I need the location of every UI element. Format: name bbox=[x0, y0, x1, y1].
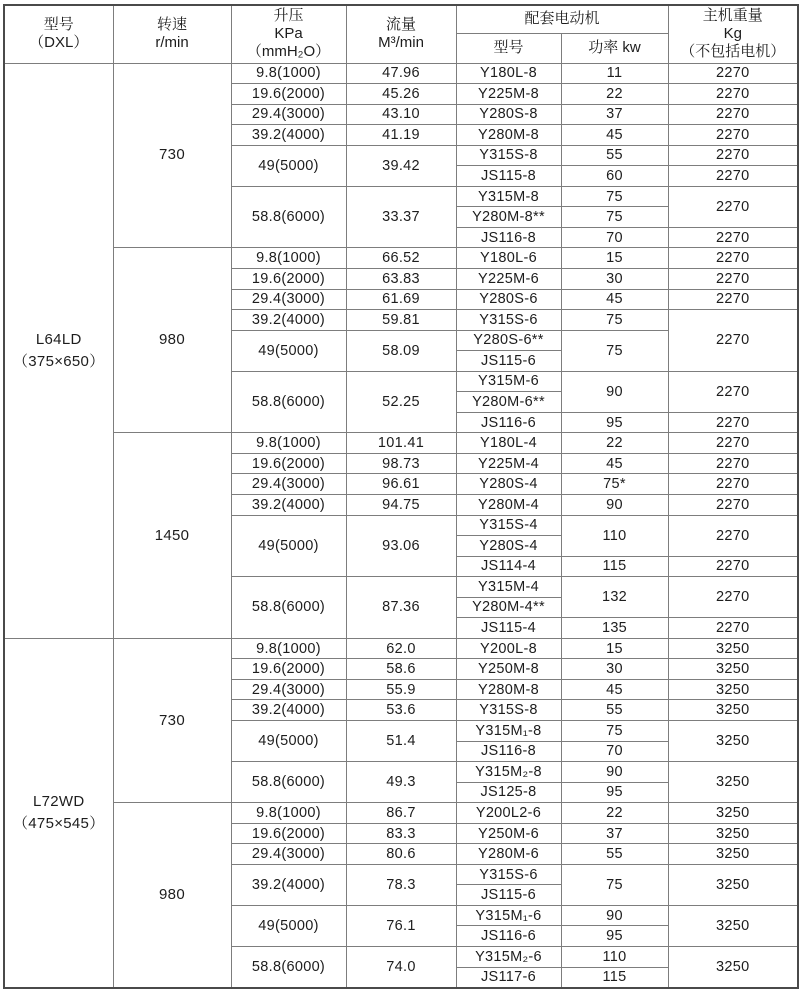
pressure-cell: 19.6(2000) bbox=[231, 823, 346, 844]
motor-model-cell: JS114-4 bbox=[456, 556, 561, 577]
header-model-line1: 型号 bbox=[43, 16, 74, 34]
motor-power-cell: 90 bbox=[561, 494, 668, 515]
table-row bbox=[4, 63, 798, 84]
flow-cell: 55.9 bbox=[346, 679, 456, 700]
motor-power-cell: 22 bbox=[561, 84, 668, 105]
motor-power-cell: 30 bbox=[561, 268, 668, 289]
motor-model-cell: JS115-8 bbox=[456, 166, 561, 187]
motor-power-cell: 115 bbox=[561, 556, 668, 577]
motor-power-cell: 75* bbox=[561, 474, 668, 495]
motor-power-cell: 90 bbox=[561, 762, 668, 783]
pressure-cell: 9.8(1000) bbox=[231, 638, 346, 659]
motor-model-cell: JS115-6 bbox=[456, 885, 561, 906]
header-motor-group: 配套电动机 bbox=[456, 5, 668, 33]
pressure-cell: 58.8(6000) bbox=[231, 577, 346, 639]
motor-power-cell: 75 bbox=[561, 207, 668, 228]
model-cell-line: L72WD bbox=[32, 792, 85, 810]
table-row bbox=[4, 638, 798, 659]
motor-model-cell: Y225M-8 bbox=[456, 84, 561, 105]
flow-cell: 45.26 bbox=[346, 84, 456, 105]
motor-power-cell: 11 bbox=[561, 63, 668, 84]
weight-cell: 3250 bbox=[668, 803, 798, 824]
pressure-cell: 49(5000) bbox=[231, 330, 346, 371]
flow-cell: 66.52 bbox=[346, 248, 456, 269]
weight-cell: 3250 bbox=[668, 844, 798, 865]
motor-model-cell: Y315S-6 bbox=[456, 864, 561, 885]
pressure-cell: 58.8(6000) bbox=[231, 762, 346, 803]
flow-cell: 49.3 bbox=[346, 762, 456, 803]
motor-model-cell: Y315S-8 bbox=[456, 145, 561, 166]
motor-model-cell: Y250M-6 bbox=[456, 823, 561, 844]
motor-model-cell: JS125-8 bbox=[456, 782, 561, 803]
motor-model-cell: Y315S-8 bbox=[456, 700, 561, 721]
header-motor-model: 型号 bbox=[456, 33, 561, 63]
motor-power-cell: 75 bbox=[561, 864, 668, 905]
pressure-cell: 19.6(2000) bbox=[231, 659, 346, 680]
header-speed bbox=[113, 5, 231, 63]
motor-power-cell: 45 bbox=[561, 125, 668, 146]
flow-cell: 59.81 bbox=[346, 310, 456, 331]
weight-cell: 2270 bbox=[668, 84, 798, 105]
pressure-cell: 19.6(2000) bbox=[231, 84, 346, 105]
pressure-cell: 9.8(1000) bbox=[231, 248, 346, 269]
motor-model-cell: Y280S-4 bbox=[456, 474, 561, 495]
table-header bbox=[4, 5, 798, 63]
pressure-cell: 29.4(3000) bbox=[231, 104, 346, 125]
motor-model-cell: Y280M-8 bbox=[456, 125, 561, 146]
weight-cell: 2270 bbox=[668, 515, 798, 556]
motor-model-cell: JS116-8 bbox=[456, 741, 561, 762]
motor-model-cell: Y315S-4 bbox=[456, 515, 561, 536]
header-pressure-line3: （mmH₂O） bbox=[246, 43, 331, 61]
weight-cell: 3250 bbox=[668, 679, 798, 700]
flow-cell: 33.37 bbox=[346, 186, 456, 248]
flow-cell: 80.6 bbox=[346, 844, 456, 865]
speed-cell: 980 bbox=[113, 248, 231, 433]
header-pressure-line2: KPa bbox=[274, 25, 303, 43]
weight-cell: 3250 bbox=[668, 659, 798, 680]
weight-cell: 3250 bbox=[668, 762, 798, 803]
header-weight-line2: Kg bbox=[723, 25, 742, 43]
header-pressure bbox=[231, 5, 346, 63]
weight-cell: 2270 bbox=[668, 618, 798, 639]
motor-model-cell: Y180L-6 bbox=[456, 248, 561, 269]
weight-cell: 2270 bbox=[668, 268, 798, 289]
motor-model-cell: Y315S-6 bbox=[456, 310, 561, 331]
motor-model-cell: JS117-6 bbox=[456, 967, 561, 988]
weight-cell: 2270 bbox=[668, 412, 798, 433]
model-cell bbox=[4, 638, 113, 987]
weight-cell: 2270 bbox=[668, 166, 798, 187]
motor-model-cell: Y225M-6 bbox=[456, 268, 561, 289]
flow-cell: 98.73 bbox=[346, 453, 456, 474]
header-weight-line3: （不包括电机） bbox=[680, 43, 786, 61]
weight-cell: 3250 bbox=[668, 864, 798, 905]
motor-model-cell: JS115-4 bbox=[456, 618, 561, 639]
motor-power-cell: 90 bbox=[561, 371, 668, 412]
pressure-cell: 49(5000) bbox=[231, 721, 346, 762]
weight-cell: 2270 bbox=[668, 125, 798, 146]
header-model bbox=[4, 5, 113, 63]
motor-model-cell: Y280M-6** bbox=[456, 392, 561, 413]
header-flow bbox=[346, 5, 456, 63]
pressure-cell: 19.6(2000) bbox=[231, 453, 346, 474]
weight-cell: 2270 bbox=[668, 453, 798, 474]
motor-model-cell: Y280M-8** bbox=[456, 207, 561, 228]
weight-cell: 2270 bbox=[668, 227, 798, 248]
weight-cell: 2270 bbox=[668, 474, 798, 495]
flow-cell: 39.42 bbox=[346, 145, 456, 186]
header-motor-power: 功率 kw bbox=[561, 33, 668, 63]
motor-power-cell: 132 bbox=[561, 577, 668, 618]
motor-model-cell: Y315M-8 bbox=[456, 186, 561, 207]
motor-power-cell: 45 bbox=[561, 679, 668, 700]
weight-cell: 2270 bbox=[668, 248, 798, 269]
pressure-cell: 9.8(1000) bbox=[231, 803, 346, 824]
motor-model-cell: Y180L-4 bbox=[456, 433, 561, 454]
model-cell bbox=[4, 63, 113, 638]
flow-cell: 62.0 bbox=[346, 638, 456, 659]
flow-cell: 41.19 bbox=[346, 125, 456, 146]
motor-power-cell: 55 bbox=[561, 844, 668, 865]
flow-cell: 58.09 bbox=[346, 330, 456, 371]
pressure-cell: 39.2(4000) bbox=[231, 310, 346, 331]
motor-power-cell: 70 bbox=[561, 741, 668, 762]
motor-power-cell: 110 bbox=[561, 947, 668, 968]
motor-power-cell: 45 bbox=[561, 453, 668, 474]
motor-power-cell: 55 bbox=[561, 700, 668, 721]
motor-power-cell: 135 bbox=[561, 618, 668, 639]
model-cell-line: （375×650） bbox=[12, 352, 105, 370]
flow-cell: 94.75 bbox=[346, 494, 456, 515]
weight-cell: 2270 bbox=[668, 371, 798, 412]
table-row bbox=[4, 433, 798, 454]
weight-cell: 3250 bbox=[668, 700, 798, 721]
flow-cell: 52.25 bbox=[346, 371, 456, 433]
motor-model-cell: JS116-8 bbox=[456, 227, 561, 248]
weight-cell: 3250 bbox=[668, 947, 798, 988]
speed-cell: 980 bbox=[113, 803, 231, 988]
motor-model-cell: Y315M₁-8 bbox=[456, 721, 561, 742]
pressure-cell: 49(5000) bbox=[231, 515, 346, 577]
motor-power-cell: 75 bbox=[561, 330, 668, 371]
weight-cell: 2270 bbox=[668, 186, 798, 227]
motor-model-cell: Y315M-4 bbox=[456, 577, 561, 598]
motor-model-cell: Y200L2-6 bbox=[456, 803, 561, 824]
motor-model-cell: JS116-6 bbox=[456, 926, 561, 947]
motor-power-cell: 15 bbox=[561, 638, 668, 659]
table-row bbox=[4, 248, 798, 269]
header-speed-line2: r/min bbox=[155, 34, 189, 52]
table-row bbox=[4, 803, 798, 824]
weight-cell: 3250 bbox=[668, 905, 798, 946]
pressure-cell: 39.2(4000) bbox=[231, 125, 346, 146]
weight-cell: 2270 bbox=[668, 494, 798, 515]
blower-spec-table bbox=[3, 4, 799, 989]
weight-cell: 3250 bbox=[668, 721, 798, 762]
flow-cell: 87.36 bbox=[346, 577, 456, 639]
header-weight bbox=[668, 5, 798, 63]
motor-model-cell: Y250M-8 bbox=[456, 659, 561, 680]
weight-cell: 3250 bbox=[668, 823, 798, 844]
model-cell-line: （475×545） bbox=[12, 814, 105, 832]
spec-table-body bbox=[4, 63, 798, 988]
flow-cell: 63.83 bbox=[346, 268, 456, 289]
model-cell-line: L64LD bbox=[35, 330, 82, 348]
motor-power-cell: 70 bbox=[561, 227, 668, 248]
speed-cell: 730 bbox=[113, 63, 231, 248]
pressure-cell: 29.4(3000) bbox=[231, 289, 346, 310]
pressure-cell: 9.8(1000) bbox=[231, 433, 346, 454]
motor-power-cell: 75 bbox=[561, 186, 668, 207]
flow-cell: 101.41 bbox=[346, 433, 456, 454]
weight-cell: 2270 bbox=[668, 433, 798, 454]
flow-cell: 51.4 bbox=[346, 721, 456, 762]
flow-cell: 83.3 bbox=[346, 823, 456, 844]
header-speed-line1: 转速 bbox=[156, 16, 187, 34]
motor-power-cell: 90 bbox=[561, 905, 668, 926]
motor-power-cell: 75 bbox=[561, 721, 668, 742]
pressure-cell: 58.8(6000) bbox=[231, 947, 346, 988]
pressure-cell: 9.8(1000) bbox=[231, 63, 346, 84]
speed-cell: 1450 bbox=[113, 433, 231, 638]
motor-power-cell: 37 bbox=[561, 823, 668, 844]
motor-model-cell: JS116-6 bbox=[456, 412, 561, 433]
motor-model-cell: Y280S-6 bbox=[456, 289, 561, 310]
motor-power-cell: 55 bbox=[561, 145, 668, 166]
weight-cell: 2270 bbox=[668, 289, 798, 310]
motor-model-cell: Y315M₂-6 bbox=[456, 947, 561, 968]
weight-cell: 2270 bbox=[668, 577, 798, 618]
header-model-line2: （DXL） bbox=[29, 34, 89, 52]
flow-cell: 86.7 bbox=[346, 803, 456, 824]
motor-power-cell: 37 bbox=[561, 104, 668, 125]
weight-cell: 2270 bbox=[668, 145, 798, 166]
motor-power-cell: 95 bbox=[561, 782, 668, 803]
pressure-cell: 39.2(4000) bbox=[231, 864, 346, 905]
pressure-cell: 29.4(3000) bbox=[231, 844, 346, 865]
pressure-cell: 39.2(4000) bbox=[231, 494, 346, 515]
header-flow-line1: 流量 bbox=[385, 16, 416, 34]
motor-power-cell: 45 bbox=[561, 289, 668, 310]
header-pressure-line1: 升压 bbox=[273, 7, 304, 25]
motor-model-cell: Y200L-8 bbox=[456, 638, 561, 659]
flow-cell: 47.96 bbox=[346, 63, 456, 84]
weight-cell: 2270 bbox=[668, 310, 798, 372]
flow-cell: 74.0 bbox=[346, 947, 456, 988]
flow-cell: 43.10 bbox=[346, 104, 456, 125]
pressure-cell: 39.2(4000) bbox=[231, 700, 346, 721]
motor-power-cell: 15 bbox=[561, 248, 668, 269]
motor-model-cell: JS115-6 bbox=[456, 351, 561, 372]
motor-model-cell: Y315M₁-6 bbox=[456, 905, 561, 926]
motor-model-cell: Y280M-4 bbox=[456, 494, 561, 515]
flow-cell: 78.3 bbox=[346, 864, 456, 905]
motor-model-cell: Y280M-6 bbox=[456, 844, 561, 865]
header-weight-line1: 主机重量 bbox=[702, 7, 763, 25]
motor-model-cell: Y280M-4** bbox=[456, 597, 561, 618]
motor-power-cell: 110 bbox=[561, 515, 668, 556]
pressure-cell: 58.8(6000) bbox=[231, 371, 346, 433]
pressure-cell: 29.4(3000) bbox=[231, 679, 346, 700]
motor-model-cell: Y280S-8 bbox=[456, 104, 561, 125]
flow-cell: 76.1 bbox=[346, 905, 456, 946]
motor-power-cell: 95 bbox=[561, 412, 668, 433]
flow-cell: 53.6 bbox=[346, 700, 456, 721]
motor-power-cell: 75 bbox=[561, 310, 668, 331]
pressure-cell: 58.8(6000) bbox=[231, 186, 346, 248]
flow-cell: 58.6 bbox=[346, 659, 456, 680]
motor-power-cell: 115 bbox=[561, 967, 668, 988]
motor-power-cell: 22 bbox=[561, 433, 668, 454]
header-flow-line2: M³/min bbox=[378, 34, 424, 52]
weight-cell: 2270 bbox=[668, 556, 798, 577]
motor-power-cell: 95 bbox=[561, 926, 668, 947]
motor-power-cell: 30 bbox=[561, 659, 668, 680]
motor-model-cell: Y180L-8 bbox=[456, 63, 561, 84]
pressure-cell: 49(5000) bbox=[231, 145, 346, 186]
flow-cell: 96.61 bbox=[346, 474, 456, 495]
pressure-cell: 49(5000) bbox=[231, 905, 346, 946]
pressure-cell: 29.4(3000) bbox=[231, 474, 346, 495]
motor-model-cell: Y280M-8 bbox=[456, 679, 561, 700]
flow-cell: 61.69 bbox=[346, 289, 456, 310]
weight-cell: 3250 bbox=[668, 638, 798, 659]
pressure-cell: 19.6(2000) bbox=[231, 268, 346, 289]
flow-cell: 93.06 bbox=[346, 515, 456, 577]
motor-model-cell: Y225M-4 bbox=[456, 453, 561, 474]
motor-model-cell: Y280S-6** bbox=[456, 330, 561, 351]
motor-power-cell: 22 bbox=[561, 803, 668, 824]
speed-cell: 730 bbox=[113, 638, 231, 802]
motor-model-cell: Y315M₂-8 bbox=[456, 762, 561, 783]
motor-model-cell: Y280S-4 bbox=[456, 536, 561, 557]
weight-cell: 2270 bbox=[668, 63, 798, 84]
weight-cell: 2270 bbox=[668, 104, 798, 125]
motor-model-cell: Y315M-6 bbox=[456, 371, 561, 392]
motor-power-cell: 60 bbox=[561, 166, 668, 187]
